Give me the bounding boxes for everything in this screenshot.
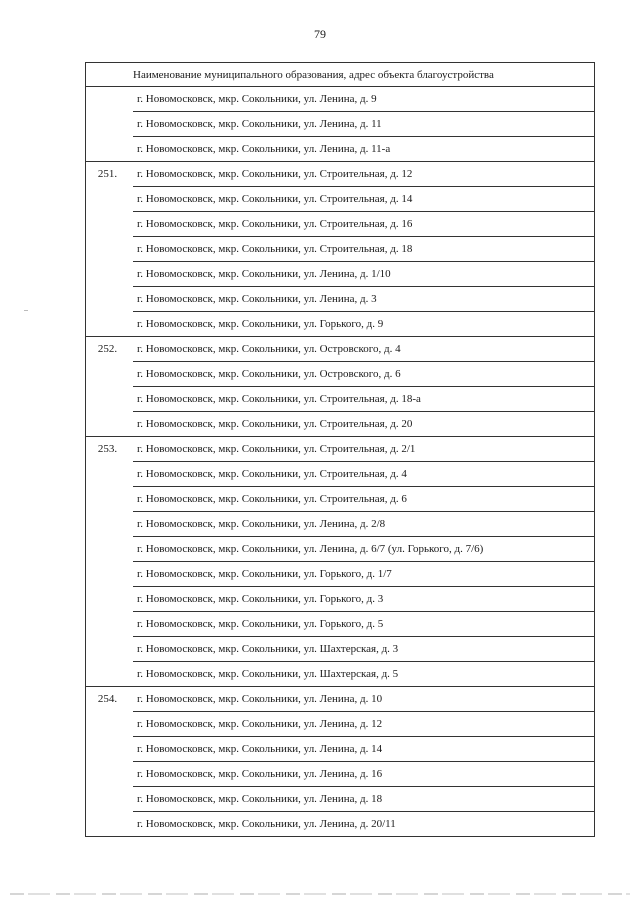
row-address-cell: г. Новомосковск, мкр. Сокольники, ул. Островского, д. 4	[133, 337, 595, 362]
table-row	[86, 587, 595, 612]
row-number-cell	[86, 237, 134, 262]
row-number-cell	[86, 412, 134, 437]
row-address-cell: г. Новомосковск, мкр. Сокольники, ул. Шахтерская, д. 3	[133, 637, 595, 662]
row-address-cell: г. Новомосковск, мкр. Сокольники, ул. Строительная, д. 18-а	[133, 387, 595, 412]
page-number: 79	[314, 27, 326, 41]
row-number-cell: 254.	[86, 687, 134, 712]
row-number-cell	[86, 587, 134, 612]
row-number-cell	[86, 262, 134, 287]
row-number-cell	[86, 737, 134, 762]
table-row	[86, 537, 595, 562]
row-address-cell: г. Новомосковск, мкр. Сокольники, ул. Строительная, д. 2/1	[133, 437, 595, 462]
row-number-cell	[86, 137, 134, 162]
row-address-cell: г. Новомосковск, мкр. Сокольники, ул. Ленина, д. 14	[133, 737, 595, 762]
table-row	[86, 512, 595, 537]
table-header-row	[86, 63, 595, 87]
header-address-cell: Наименование муниципального образования, адрес объекта благоустройства	[133, 63, 595, 87]
row-number-cell	[86, 312, 134, 337]
table-row	[86, 562, 595, 587]
row-number-cell	[86, 787, 134, 812]
table-row	[86, 87, 595, 112]
row-address-cell: г. Новомосковск, мкр. Сокольники, ул. Островского, д. 6	[133, 362, 595, 387]
row-number-cell	[86, 212, 134, 237]
table-body	[86, 87, 595, 837]
row-address-cell: г. Новомосковск, мкр. Сокольники, ул. Ленина, д. 12	[133, 712, 595, 737]
table-row	[86, 212, 595, 237]
table-row	[86, 737, 595, 762]
row-number-cell	[86, 387, 134, 412]
table-row	[86, 712, 595, 737]
row-address-cell: г. Новомосковск, мкр. Сокольники, ул. Горького, д. 9	[133, 312, 595, 337]
row-address-cell: г. Новомосковск, мкр. Сокольники, ул. Ленина, д. 9	[133, 87, 595, 112]
row-address-cell: г. Новомосковск, мкр. Сокольники, ул. Строительная, д. 16	[133, 212, 595, 237]
table-row	[86, 687, 595, 712]
row-number-cell	[86, 812, 134, 837]
table-row	[86, 287, 595, 312]
scan-artifact-line	[10, 893, 630, 895]
table-row	[86, 112, 595, 137]
table-row	[86, 362, 595, 387]
row-number-cell	[86, 487, 134, 512]
row-address-cell: г. Новомосковск, мкр. Сокольники, ул. Строительная, д. 20	[133, 412, 595, 437]
row-address-cell: г. Новомосковск, мкр. Сокольники, ул. Ленина, д. 18	[133, 787, 595, 812]
table-row	[86, 812, 595, 837]
table-row	[86, 237, 595, 262]
table-row	[86, 312, 595, 337]
scan-mark	[24, 310, 28, 311]
row-number-cell	[86, 637, 134, 662]
row-address-cell: г. Новомосковск, мкр. Сокольники, ул. Ленина, д. 11-а	[133, 137, 595, 162]
row-address-cell: г. Новомосковск, мкр. Сокольники, ул. Ленина, д. 1/10	[133, 262, 595, 287]
row-number-cell	[86, 287, 134, 312]
row-address-cell: г. Новомосковск, мкр. Сокольники, ул. Ленина, д. 3	[133, 287, 595, 312]
row-address-cell: г. Новомосковск, мкр. Сокольники, ул. Ленина, д. 10	[133, 687, 595, 712]
row-number-cell	[86, 87, 134, 112]
row-number-cell	[86, 612, 134, 637]
table-row	[86, 337, 595, 362]
table-row	[86, 262, 595, 287]
row-number-cell	[86, 662, 134, 687]
table-row	[86, 187, 595, 212]
table-row	[86, 762, 595, 787]
table-row	[86, 462, 595, 487]
table-row	[86, 412, 595, 437]
row-number-cell	[86, 512, 134, 537]
row-address-cell: г. Новомосковск, мкр. Сокольники, ул. Строительная, д. 18	[133, 237, 595, 262]
table-row	[86, 387, 595, 412]
registry-table	[85, 62, 595, 837]
table-row	[86, 162, 595, 187]
table-row	[86, 787, 595, 812]
row-number-cell	[86, 112, 134, 137]
row-number-cell	[86, 187, 134, 212]
table-row	[86, 437, 595, 462]
table-row	[86, 487, 595, 512]
row-address-cell: г. Новомосковск, мкр. Сокольники, ул. Ленина, д. 16	[133, 762, 595, 787]
row-address-cell: г. Новомосковск, мкр. Сокольники, ул. Строительная, д. 12	[133, 162, 595, 187]
row-address-cell: г. Новомосковск, мкр. Сокольники, ул. Строительная, д. 14	[133, 187, 595, 212]
table-row	[86, 637, 595, 662]
row-number-cell: 251.	[86, 162, 134, 187]
row-address-cell: г. Новомосковск, мкр. Сокольники, ул. Горького, д. 5	[133, 612, 595, 637]
row-address-cell: г. Новомосковск, мкр. Сокольники, ул. Ленина, д. 2/8	[133, 512, 595, 537]
table-row	[86, 612, 595, 637]
row-address-cell: г. Новомосковск, мкр. Сокольники, ул. Ленина, д. 20/11	[133, 812, 595, 837]
row-number-cell	[86, 537, 134, 562]
row-number-cell	[86, 362, 134, 387]
row-address-cell: г. Новомосковск, мкр. Сокольники, ул. Горького, д. 3	[133, 587, 595, 612]
row-address-cell: г. Новомосковск, мкр. Сокольники, ул. Строительная, д. 4	[133, 462, 595, 487]
row-number-cell	[86, 462, 134, 487]
row-number-cell: 253.	[86, 437, 134, 462]
row-number-cell	[86, 712, 134, 737]
table-row	[86, 137, 595, 162]
header-number-cell	[86, 63, 134, 87]
row-address-cell: г. Новомосковск, мкр. Сокольники, ул. Ленина, д. 6/7 (ул. Горького, д. 7/6)	[133, 537, 595, 562]
row-address-cell: г. Новомосковск, мкр. Сокольники, ул. Строительная, д. 6	[133, 487, 595, 512]
row-address-cell: г. Новомосковск, мкр. Сокольники, ул. Горького, д. 1/7	[133, 562, 595, 587]
table-row	[86, 662, 595, 687]
row-number-cell: 252.	[86, 337, 134, 362]
row-address-cell: г. Новомосковск, мкр. Сокольники, ул. Шахтерская, д. 5	[133, 662, 595, 687]
row-address-cell: г. Новомосковск, мкр. Сокольники, ул. Ленина, д. 11	[133, 112, 595, 137]
row-number-cell	[86, 562, 134, 587]
row-number-cell	[86, 762, 134, 787]
